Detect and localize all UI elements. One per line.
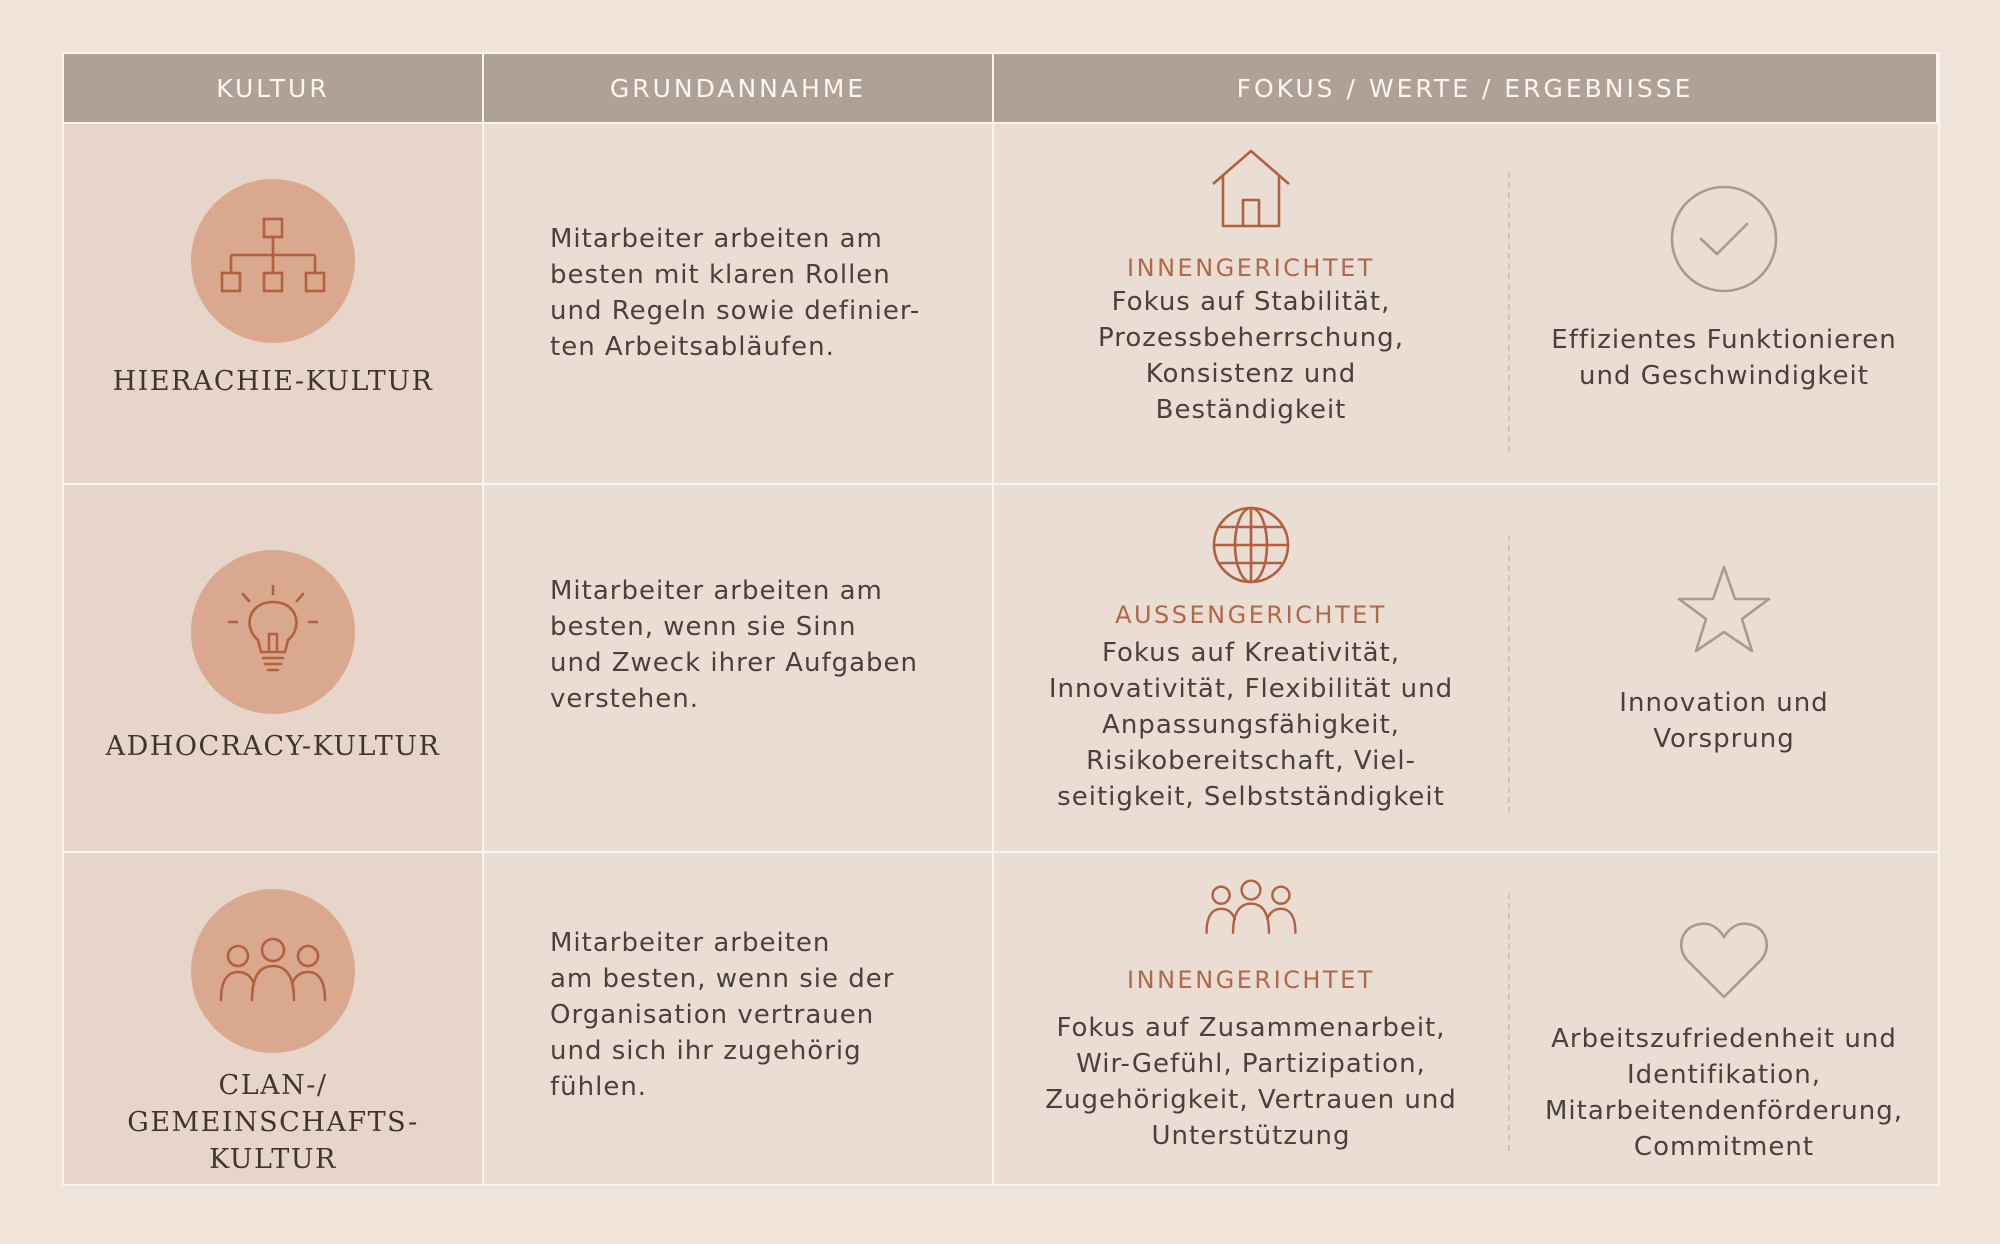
kultur-name: HIERACHIE-KULTUR xyxy=(112,366,434,397)
fokus-text: Fokus auf Kreativität, Innovativität, Flexibilität und Anpassungsfähigkeit, Risikobereitschaft, Viel- seitigkeit, Selbstständigkeit xyxy=(1048,638,1454,812)
orientation-label: AUSSENGERICHTET xyxy=(1115,601,1387,629)
fokus-cell xyxy=(994,483,1938,851)
ergebnis-text: Innovation und Vorsprung xyxy=(1619,688,1829,754)
kultur-name: CLAN-/ GEMEINSCHAFTS-KULTUR xyxy=(127,1070,419,1175)
fokus-text: Fokus auf Zusammenarbeit, Wir-Gefühl, Partizipation, Zugehörigkeit, Vertrauen und Unterstützung xyxy=(1045,1013,1457,1151)
icon-circle xyxy=(191,889,355,1053)
check-circle-icon xyxy=(1669,184,1779,294)
ergebnis-text: Effizientes Funktionieren und Geschwindigkeit xyxy=(1551,325,1897,391)
people-group-icon xyxy=(218,936,328,1006)
people-group-icon xyxy=(1204,878,1298,938)
house-icon xyxy=(1208,146,1294,232)
icon-circle xyxy=(191,179,355,343)
annahme-text: Mitarbeiter arbeiten am besten mit klaren Rollen und Regeln sowie definier- ten Arbeitsabläufen. xyxy=(550,224,921,362)
orientation-label: INNENGERICHTET xyxy=(1127,966,1375,994)
annahme-cell xyxy=(484,851,994,1184)
annahme-cell xyxy=(484,483,994,851)
fokus-cell xyxy=(994,851,1938,1184)
orientation-label: INNENGERICHTET xyxy=(1127,254,1375,282)
ergebnis-text: Arbeitszufriedenheit und Identifikation, Mitarbeitendenförderung, Commitment xyxy=(1544,1024,1904,1162)
globe-icon xyxy=(1211,505,1291,585)
heart-icon xyxy=(1678,919,1770,1001)
header-grundannahme: GRUNDANNAHME xyxy=(484,54,994,122)
fokus-text: Fokus auf Stabilität, Prozessbeherrschung, Konsistenz und Beständigkeit xyxy=(1098,287,1404,425)
header-fokus: FOKUS / WERTE / ERGEBNISSE xyxy=(994,54,1938,122)
annahme-text: Mitarbeiter arbeiten am besten, wenn sie der Organisation vertrauen und sich ihr zugehörig fühlen. xyxy=(550,928,895,1102)
header-kultur: KULTUR xyxy=(64,54,484,122)
fokus-cell xyxy=(994,122,1938,483)
annahme-text: Mitarbeiter arbeiten am besten, wenn sie Sinn und Zweck ihrer Aufgaben verstehen. xyxy=(550,576,919,714)
icon-circle xyxy=(191,550,355,714)
lightbulb-icon xyxy=(223,582,323,682)
kultur-cell-clan xyxy=(64,851,484,1184)
kultur-cell-hierarchie xyxy=(64,122,484,483)
culture-table xyxy=(62,52,1940,1186)
kultur-name: ADHOCRACY-KULTUR xyxy=(105,731,441,762)
hierarchy-icon xyxy=(218,211,328,311)
annahme-cell xyxy=(484,122,994,483)
kultur-cell-adhocracy xyxy=(64,483,484,851)
star-icon xyxy=(1676,563,1772,655)
